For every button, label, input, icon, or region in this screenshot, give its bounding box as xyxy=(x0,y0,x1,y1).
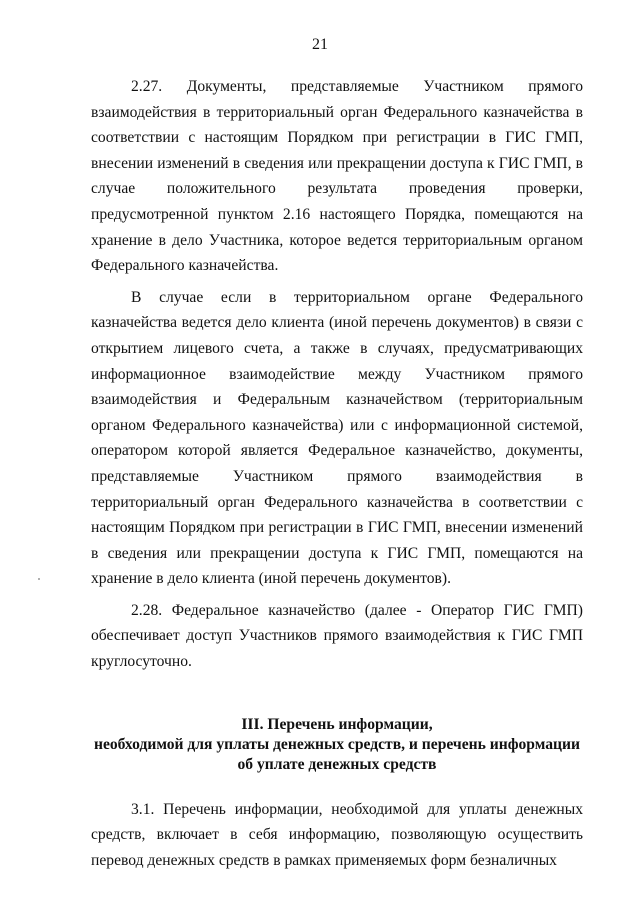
section-heading-line-1: III. Перечень информации, xyxy=(241,715,433,733)
section-heading-line-3: об уплате денежных средств xyxy=(237,755,437,773)
page-number: 21 xyxy=(312,36,328,53)
paragraph-2-28: 2.28. Федеральное казначейство (далее - Оператор ГИС ГМП) обеспечивает доступ Участников прямого взаимодействия к ГИС ГМП круглосуточно. xyxy=(91,601,583,671)
scan-speck xyxy=(38,578,40,580)
section-heading xyxy=(91,715,583,775)
paragraph-3-1: 3.1. Перечень информации, необходимой для уплаты денежных средств, включает в себя информацию, позволяющую осуществить перевод денежных средств в рамках применяемых форм безналичных xyxy=(91,800,583,869)
paragraph-client-case: В случае если в территориальном органе Федерального казначейства ведется дело клиента (иной перечень документов) в связи с открытием лицевого счета, а также в случаях, предусматривающих информационное взаимодействие между Участником прямого взаимодействия и Федеральным казначейством (территориальным органом Федерального казначейства) или с информационной системой, оператором которой является Федеральное казначейство, документы, представляемые Участником прямого взаимодействия в территориальный орган Федерального казначейства в соответствии с настоящим Порядком при регистрации в ГИС ГМП, внесении изменений в сведения или прекращении доступа к ГИС ГМП, помещаются на хранение в дело клиента (иной перечень документов). xyxy=(91,288,583,588)
paragraph-2-27: 2.27. Документы, представляемые Участником прямого взаимодействия в территориальный орган Федерального казначейства в соответствии с настоящим Порядком при регистрации в ГИС ГМП, внесении изменений в сведения или прекращении доступа к ГИС ГМП, в случае положительного результата проведения проверки, предусмотренной пунктом 2.16 настоящего Порядка, помещаются на хранение в дело Участника, которое ведется территориальным органом Федерального казначейства. xyxy=(91,78,583,275)
section-heading-line-2: необходимой для уплаты денежных средств, и перечень информации xyxy=(93,735,581,753)
document-body xyxy=(91,74,583,873)
